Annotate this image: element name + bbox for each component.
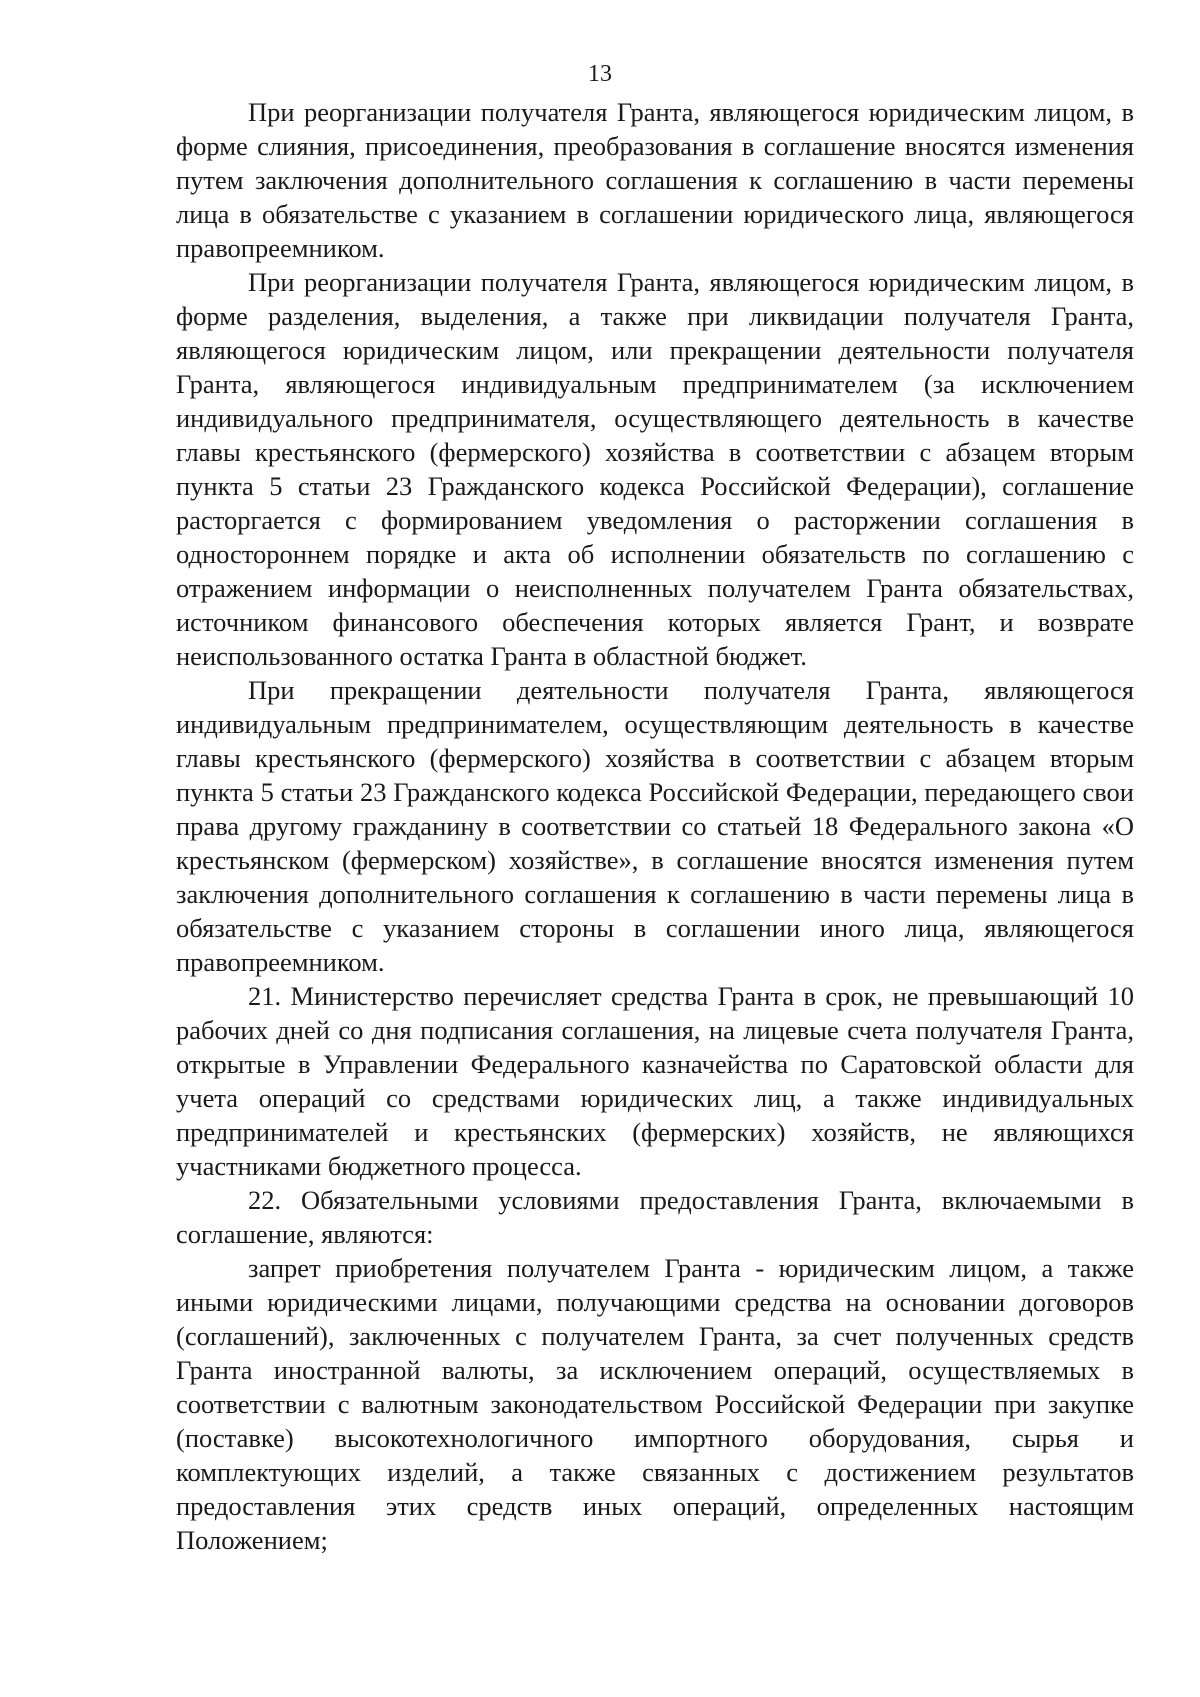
page-number: 13 bbox=[588, 61, 612, 87]
document-body bbox=[176, 95, 1134, 1557]
paragraph-clause-22: 22. Обязательными условиями предоставления Гранта, включаемыми в соглашение, являются: bbox=[176, 1185, 1134, 1249]
paragraph-reorganization-division: При реорганизации получателя Гранта, являющегося юридическим лицом, в форме разделения, выделения, а также при ликвидации получателя Гранта, являющегося юридическим лицом, или прекращении деятельности получателя Гранта, являющегося индивидуальным предпринимателем (за исключением индивидуального предпринимателя, осуществляющего деятельность в качестве главы крестьянского (фермерского) хозяйства в соответствии с абзацем вторым пункта 5 статьи 23 Гражданского кодекса Российской Федерации), соглашение расторгается с формированием уведомления о расторжении соглашения в одностороннем порядке и акта об исполнении обязательств по соглашению с отражением информации о неисполненных получателем Гранта обязательствах, источником финансового обеспечения которых является Грант, и возврате неиспользованного остатка Гранта в областной бюджет. bbox=[176, 267, 1134, 671]
paragraph-currency-ban: запрет приобретения получателем Гранта - юридическим лицом, а также иными юридическими лицами, получающими средства на основании договоров (соглашений), заключенных с получателем Гранта, за счет полученных средств Гранта иностранной валюты, за исключением операций, осуществляемых в соответствии с валютным законодательством Российской Федерации при закупке (поставке) высокотехнологичного импортного оборудования, сырья и комплектующих изделий, а также связанных с достижением результатов предоставления этих средств иных операций, определенных настоящим Положением; bbox=[176, 1253, 1134, 1555]
paragraph-clause-21: 21. Министерство перечисляет средства Гранта в срок, не превышающий 10 рабочих дней со дня подписания соглашения, на лицевые счета получателя Гранта, открытые в Управлении Федерального казначейства по Саратовской области для учета операций со средствами юридических лиц, а также индивидуальных предпринимателей и крестьянских (фермерских) хозяйств, не являющихся участниками бюджетного процесса. bbox=[176, 981, 1134, 1181]
paragraph-farm-head-termination: При прекращении деятельности получателя Гранта, являющегося индивидуальным предпринимателем, осуществляющим деятельность в качестве главы крестьянского (фермерского) хозяйства в соответствии с абзацем вторым пункта 5 статьи 23 Гражданского кодекса Российской Федерации, передающего свои права другому гражданину в соответствии со статьей 18 Федерального закона «О крестьянском (фермерском) хозяйстве», в соглашение вносятся изменения путем заключения дополнительного соглашения к соглашению в части перемены лица в обязательстве с указанием стороны в соглашении иного лица, являющегося правопреемником. bbox=[176, 675, 1134, 977]
paragraph-reorganization-merger: При реорганизации получателя Гранта, являющегося юридическим лицом, в форме слияния, присоединения, преобразования в соглашение вносятся изменения путем заключения дополнительного соглашения к соглашению в части перемены лица в обязательстве с указанием в соглашении юридического лица, являющегося правопреемником. bbox=[176, 97, 1134, 263]
